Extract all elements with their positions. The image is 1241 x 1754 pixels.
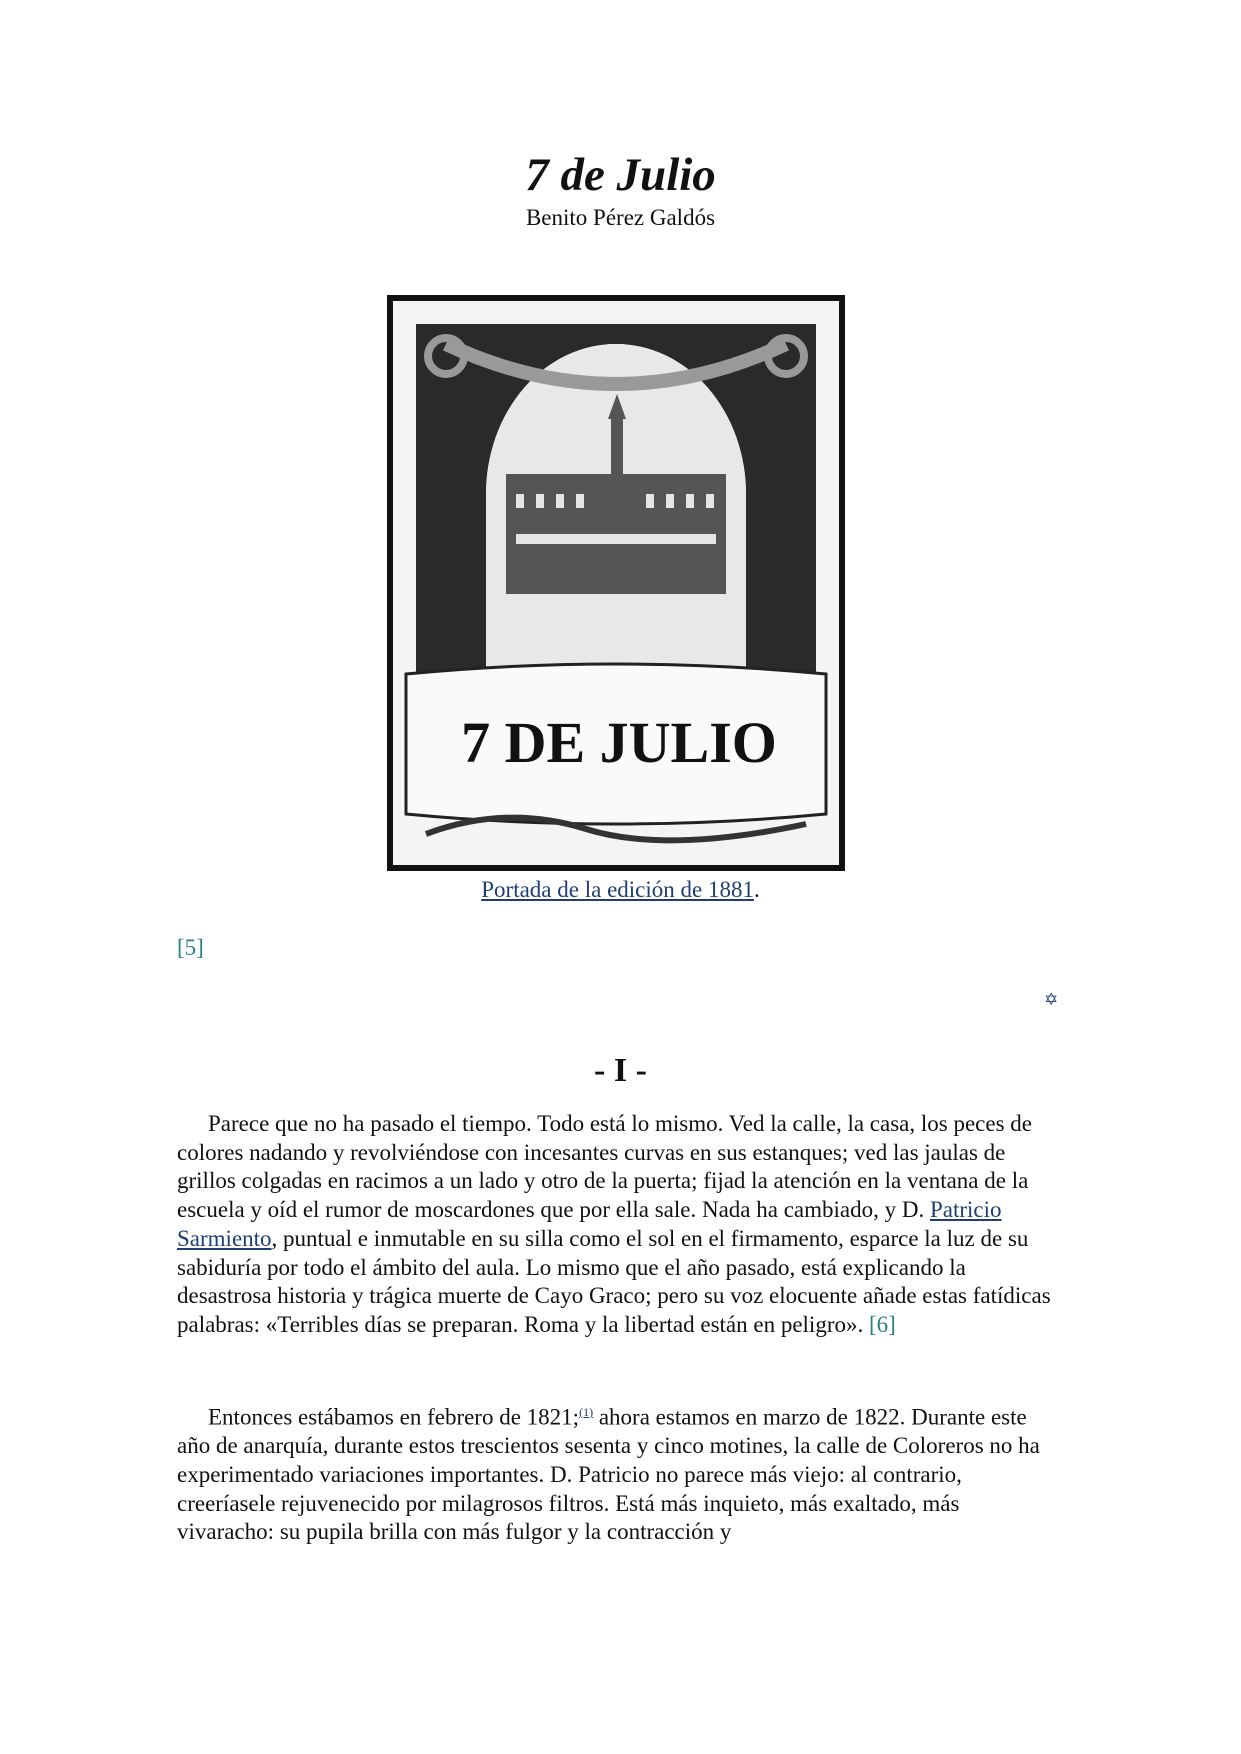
paragraph-text: Entonces estábamos en febrero de 1821; xyxy=(208,1404,580,1430)
paragraph xyxy=(177,1110,1062,1340)
paragraph-text: ahora estamos en marzo de 1822. Durante este año de anarquía, durante estos trescientos sesenta y cinco motines, la calle de Coloreros no ha experimentado variaciones importantes. D. Patricio no parece más viejo: al contrario, creeríasele rejuvenecido por milagrosos filtros. Está más inquieto, más exaltado, más vivaracho: su pupila brilla con más fulgor y la contracción y xyxy=(177,1404,1040,1545)
paragraph-text: , puntual e inmutable en su silla como el sol en el firmamento, esparce la luz de su sabiduría por todo el ámbito del aula. Lo mismo que el año pasado, está explicando la desastrosa historia y trágica muerte de Cayo Graco; pero su voz elocuente añade estas fatídicas palabras: «Terribles días se preparan. Roma y la libertad están en peligro». xyxy=(177,1225,1051,1337)
cover-caption-link[interactable]: Portada de la edición de 1881 xyxy=(481,877,754,902)
book-author: Benito Pérez Galdós xyxy=(525,205,716,230)
cover-illustration xyxy=(386,294,852,876)
paragraph xyxy=(177,1398,1062,1547)
cover-caption xyxy=(0,877,1241,903)
book-title: 7 de Julio xyxy=(525,149,716,201)
paragraph-text: Parece que no ha pasado el tiempo. Todo está lo mismo. Ved la calle, la casa, los peces de colores nadando y revolviéndose con incesantes curvas en sus estanques; ved las jaulas de grillos colgadas en racimos a un lado y otro de la puerta; fijad la atención en la ventana de la escuela y oíd el rumor de moscardones que por ella sale. Nada ha cambiado, y D. xyxy=(177,1111,1033,1223)
star-of-david-icon[interactable]: ✡ xyxy=(1044,990,1059,1009)
character-link[interactable]: Patricio Sarmiento xyxy=(177,1197,1002,1251)
caption-suffix: . xyxy=(753,877,760,902)
page-marker[interactable]: [5] xyxy=(177,935,204,960)
page-marker[interactable]: [6] xyxy=(868,1311,896,1337)
cover-lettering: 7 DE JULIO xyxy=(461,710,777,775)
footnote-link[interactable]: (1) xyxy=(579,1405,594,1419)
chapter-heading: - I - xyxy=(594,1052,647,1089)
